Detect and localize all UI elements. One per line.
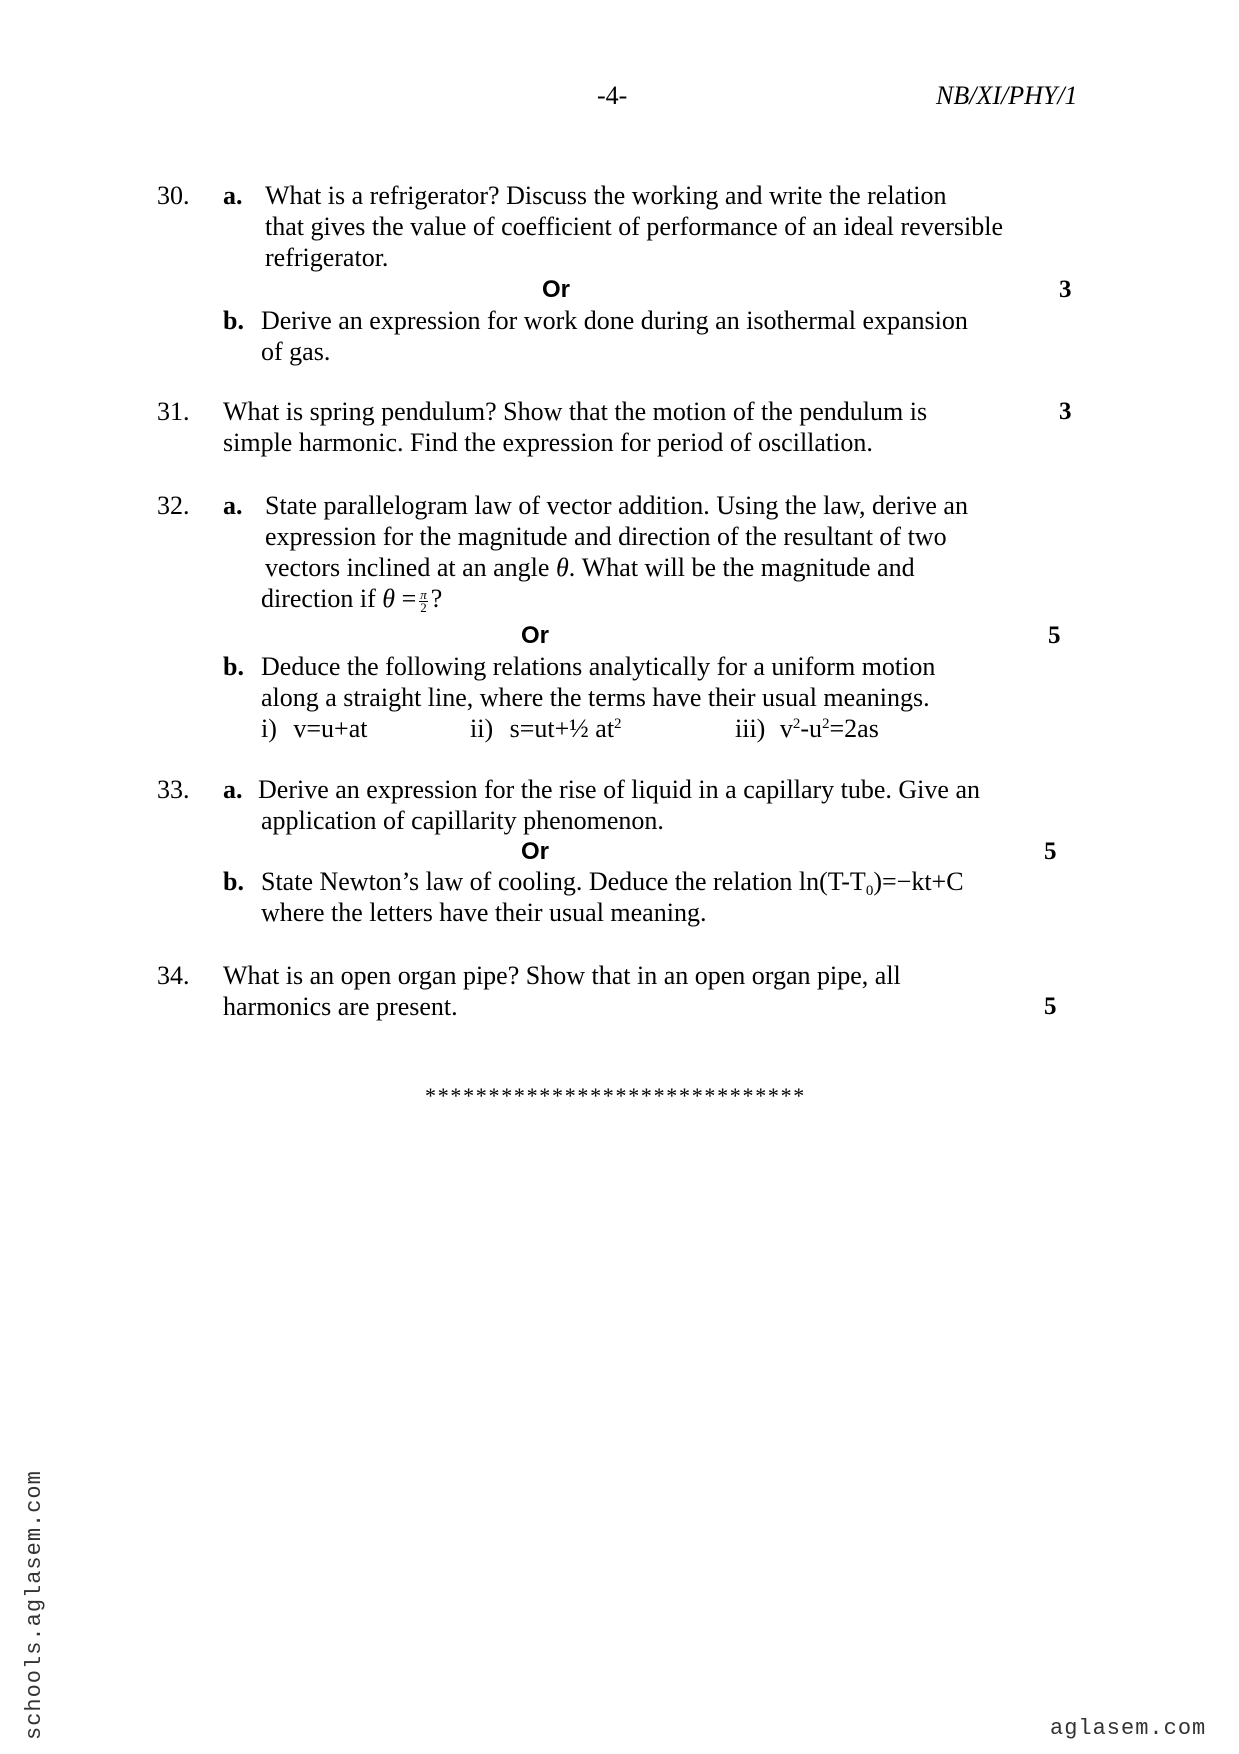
watermark-vertical: schools.aglasem.com — [22, 1470, 47, 1740]
pi-over-two-fraction — [419, 586, 428, 615]
theta-symbol: θ — [555, 553, 569, 582]
relation-formula-rhs: =2as — [829, 714, 879, 743]
end-of-paper-stars: ****************************** — [425, 1083, 806, 1108]
paper-code: NB/XI/PHY/1 — [936, 81, 1078, 110]
text-segment: . What will be the magnitude and — [568, 553, 915, 582]
q32-a-line: State parallelogram law of vector addition. Using the law, derive an — [265, 491, 968, 520]
relation-formula: s=ut+½ at — [509, 714, 615, 743]
text-segment: State Newton’s law of cooling. Deduce the relation ln(T-T — [261, 867, 866, 896]
q31-line: What is spring pendulum? Show that the motion of the pendulum is — [223, 397, 928, 426]
watermark-corner: aglasem.com — [1050, 1716, 1207, 1741]
text-segment: vectors inclined at an angle — [265, 553, 550, 582]
question-number: 30. — [157, 181, 190, 210]
relation-iii — [735, 713, 879, 744]
exponent: 2 — [614, 716, 622, 732]
relation-formula-u: -u — [800, 714, 823, 743]
q32-b-line: Deduce the following relations analytically for a uniform motion — [261, 652, 936, 681]
q33-a-line: application of capillarity phenomenon. — [261, 806, 664, 835]
q33-b-line: where the letters have their usual meaning. — [261, 898, 707, 927]
relation-label: iii) — [735, 714, 766, 743]
exponent: 2 — [792, 716, 801, 732]
relation-i — [261, 713, 367, 744]
q32-b-line: along a straight line, where the terms have their usual meanings. — [261, 683, 930, 712]
text-segment: direction if — [261, 584, 376, 613]
marks: 5 — [1044, 993, 1057, 1020]
or-separator: Or — [521, 838, 550, 865]
page-number: -4- — [597, 81, 628, 110]
subscript: 0 — [865, 883, 874, 899]
q33-a-line: Derive an expression for the rise of liquid in a capillary tube. Give an — [258, 775, 980, 804]
relation-label: ii) — [470, 714, 494, 743]
q32-a-line: expression for the magnitude and direction of the resultant of two — [265, 522, 947, 551]
part-b-label: b. — [223, 306, 244, 335]
question-number: 34. — [157, 961, 190, 990]
q32-a-line-4 — [261, 583, 442, 614]
question-number: 32. — [157, 491, 190, 520]
q30-a-line: refrigerator. — [265, 243, 389, 272]
q30-b-line: Derive an expression for work done during an isothermal expansion — [261, 306, 968, 335]
q34-line: harmonics are present. — [223, 992, 458, 1021]
marks: 3 — [1059, 276, 1072, 303]
theta-symbol: θ — [382, 584, 396, 613]
part-a-label: a. — [223, 181, 243, 210]
text-segment: )=−kt+C — [873, 867, 964, 896]
relation-label: i) — [261, 714, 277, 743]
part-b-label: b. — [223, 867, 244, 896]
relation-formula: v=u+at — [293, 714, 368, 743]
equals-sign: = — [401, 584, 417, 613]
marks: 5 — [1044, 838, 1057, 865]
q30-a-line: What is a refrigerator? Discuss the working and write the relation — [265, 181, 947, 210]
question-number: 33. — [157, 775, 190, 804]
q34-line: What is an open organ pipe? Show that in an open organ pipe, all — [223, 961, 901, 990]
part-a-label: a. — [223, 491, 243, 520]
question-number: 31. — [157, 397, 190, 426]
relation-ii — [470, 713, 622, 744]
marks: 3 — [1059, 398, 1072, 425]
q31-line: simple harmonic. Find the expression for period of oscillation. — [223, 428, 873, 457]
q30-a-line: that gives the value of coefficient of performance of an ideal reversible — [265, 212, 1004, 241]
q33-b-line-1 — [261, 866, 964, 897]
marks: 5 — [1048, 622, 1061, 649]
fraction-denominator: 2 — [420, 599, 427, 615]
exponent: 2 — [822, 716, 830, 732]
part-a-label: a. — [223, 775, 243, 804]
relation-formula-v: v — [779, 714, 793, 743]
part-b-label: b. — [223, 652, 244, 681]
fraction-numerator: π — [420, 586, 427, 602]
question-mark: ? — [430, 584, 443, 613]
q32-a-line-3 — [265, 552, 915, 583]
or-separator: Or — [521, 622, 550, 649]
or-separator: Or — [542, 276, 571, 303]
q30-b-line: of gas. — [261, 337, 331, 366]
